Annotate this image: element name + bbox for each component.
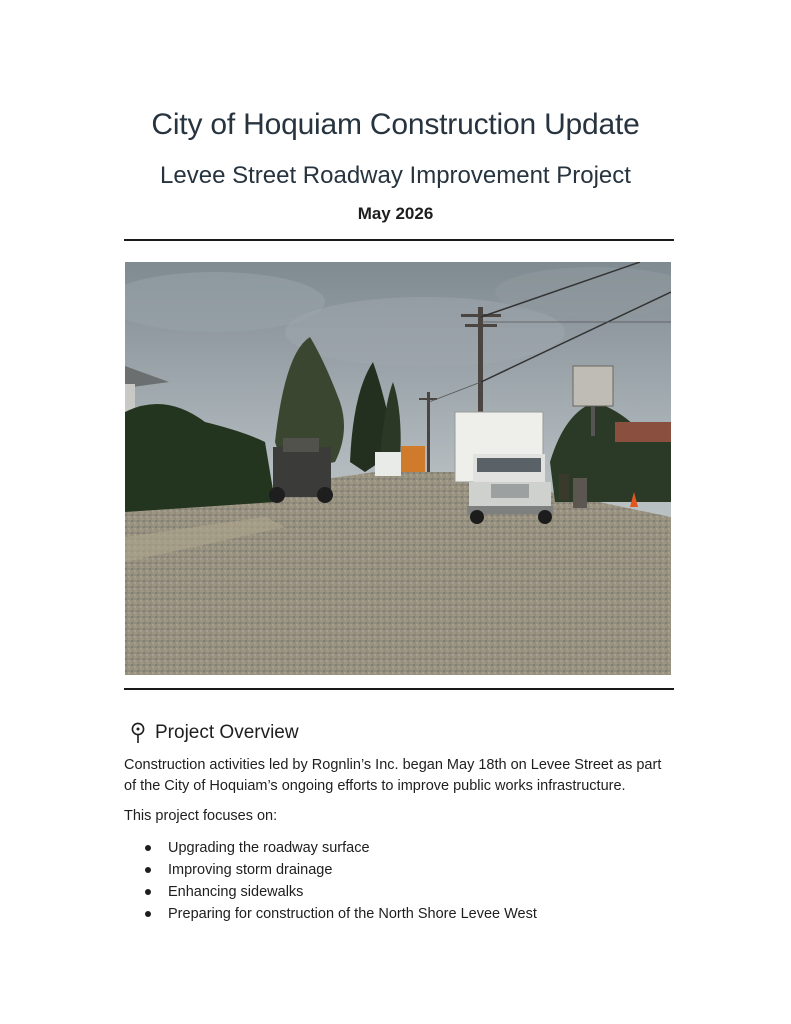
map-pin-icon bbox=[130, 722, 146, 744]
document-subtitle: Levee Street Roadway Improvement Project bbox=[160, 162, 631, 189]
list-item-text: Upgrading the roadway surface bbox=[168, 840, 370, 856]
bullet-icon bbox=[145, 889, 151, 895]
bullet-icon bbox=[145, 845, 151, 851]
focus-list bbox=[145, 837, 537, 925]
list-item-text: Preparing for construction of the North Shore Levee West bbox=[168, 906, 537, 922]
bullet-icon bbox=[145, 911, 151, 917]
list-item bbox=[145, 903, 537, 925]
list-item bbox=[145, 881, 537, 903]
list-item bbox=[145, 859, 537, 881]
list-item-text: Enhancing sidewalks bbox=[168, 884, 304, 900]
focus-intro-paragraph: This project focuses on: bbox=[124, 808, 278, 824]
section-heading-label: Project Overview bbox=[155, 722, 299, 743]
list-item bbox=[145, 837, 537, 859]
overview-paragraph: Construction activities led by Rognlin’s Inc. began May 18th on Levee Street as part of the City of Hoquiam’s ongoing efforts to improve public works infrastructure. bbox=[124, 757, 662, 794]
document-date: May 2026 bbox=[357, 204, 434, 223]
list-item-text: Improving storm drainage bbox=[168, 862, 333, 878]
document-title: City of Hoquiam Construction Update bbox=[151, 108, 640, 141]
bullet-icon bbox=[145, 867, 151, 873]
construction-site-photo bbox=[125, 262, 671, 675]
bottom-divider bbox=[124, 688, 674, 690]
project-overview-heading bbox=[130, 722, 299, 744]
top-divider bbox=[124, 239, 674, 241]
